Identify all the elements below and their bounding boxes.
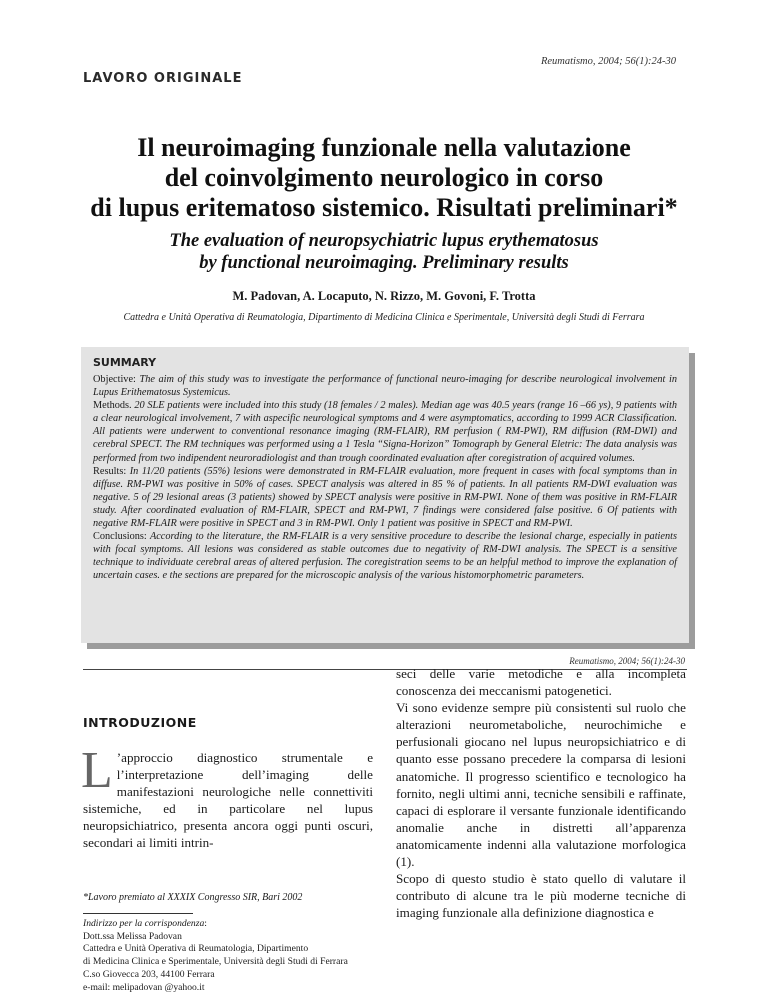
summary-objective: [93, 373, 677, 399]
drop-cap: L: [81, 742, 113, 799]
summary-section-label: Conclusions:: [93, 531, 147, 543]
correspondence-line: Dott.ssa Melissa Padovan: [83, 930, 182, 942]
authors: M. Padovan, A. Locaputo, N. Rizzo, M. Govoni, F. Trotta: [232, 289, 536, 303]
correspondence-line: C.so Giovecca 203, 44100 Ferrara: [83, 968, 215, 980]
right-column: [396, 665, 686, 921]
summary-section-label: Results:: [93, 465, 127, 477]
summary-section-text: The aim of this study was to investigate the performance of functional neuro-imaging for describe neurological involvement in Lupus Erithematosus Systemicus.: [93, 374, 677, 399]
italian-title: [60, 133, 708, 223]
body-paragraph: Vi sono evidenze sempre più consistenti sul ruolo che alterazioni neurometaboliche, neurochimiche e perfusionali giocano nel lupus neuropsichiatrico e di quanto esse possano precedere la comparsa di lesioni anatomiche. Il progresso scientifico e tecnologico ha fornito, negli ultimi anni, tecniche sensibili e raffinate, capaci di esplorare il versante funzionale identificando anomalie anche in distretti all’apparenza anatomicamente indenni alla valutazione morfologica (1).: [396, 700, 686, 870]
introduction-heading: INTRODUZIONE: [83, 715, 197, 730]
body-paragraph: seci delle varie metodiche e alla incompleta conoscenza dei meccanismi patogenetici.: [396, 666, 686, 699]
summary-section-text: According to the literature, the RM-FLAIR is a very sensitive procedure to describe the lesional charge, especially in patients with focal symptoms. All lesions was considered as stable outcomes due to negativity of RM-DWI analysis. The SPECT is a sensitive technique to individuate cerebral areas of altered perfusion. The coregistration seems to be an helpful method to improve the explanation of uncertain cases. e the sections are prepared for the microscopic analysis of the various histomorphometric parameters.: [93, 531, 678, 582]
summary-conclusions: [93, 530, 677, 582]
summary-citation: Reumatismo, 2004; 56(1):24-30: [569, 656, 685, 666]
summary-section-text: In 11/20 patients (55%) lesions were demonstrated in RM-FLAIR evaluation, more frequent in cases with focal symptoms than in diffuse. RM-PWI was positive in 50% of cases. SPECT analysis was altered in 85 % of patients. In all patients RM-DWI evaluation was negative. 5 of 29 lesional areas (3 patients) showed by SPECT analysis were positive in RM-PWI. None of them was positive in RM-FLAIR study. After coordinated evaluation of RM-FLAIR, SPECT and RM-PWI, 7 findings were considered false positive. 6 Of patients with negative RM-FLAIR were positive in SPECT and 3 in RM-PWI. Only 1 patient was positive in SPECT and RM-PWI.: [93, 465, 678, 530]
summary-section-label: Methods.: [93, 400, 132, 412]
prize-footnote: *Lavoro premiato al XXXIX Congresso SIR, Bari 2002: [83, 892, 303, 903]
correspondence-line: Cattedra e Unità Operativa di Reumatologia, Dipartimento: [83, 943, 309, 955]
correspondence-lead: Indirizzo per la corrispondenza: [83, 918, 205, 929]
english-title-line: The evaluation of neuropsychiatric lupus erythematosus: [169, 231, 599, 251]
english-title: [60, 230, 708, 274]
summary-section-label: Objective:: [93, 374, 136, 385]
summary-heading: SUMMARY: [93, 356, 157, 369]
left-column: [83, 715, 373, 852]
english-title-line: by functional neuroimaging. Preliminary results: [199, 253, 569, 273]
correspondence-line: di Medicina Clinica e Sperimentale, Università degli Studi di Ferrara: [83, 956, 348, 968]
italian-title-line: Il neuroimaging funzionale nella valutazione: [137, 133, 631, 162]
summary-methods: [93, 399, 677, 464]
correspondence-block: Indirizzo per la corrispondenza: Dott.ssa Melissa Padovan Cattedra e Unità Operativa di Reumatologia, Dipartimento di Medicina Clinica e Sperimentale, Università degli Studi di Ferrara C.so Giovecca 203, 44100 Ferrara e-mail: melipadovan @yahoo.it: [83, 918, 383, 994]
journal-citation-header: Reumatismo, 2004; 56(1):24-30: [540, 56, 676, 67]
footnote-rule: [83, 913, 193, 914]
italian-title-line: del coinvolgimento neurologico in corso: [164, 163, 604, 192]
affiliation: Cattedra e Unità Operativa di Reumatologia, Dipartimento di Medicina Clinica e Sperimentale, Università degli Studi di Ferrara: [123, 312, 645, 323]
italian-title-line: di lupus eritematoso sistemico. Risultati preliminari*: [90, 193, 678, 222]
summary-box: [81, 347, 689, 643]
correspondence-email[interactable]: e-mail: melipadovan @yahoo.it: [83, 981, 205, 993]
summary-results: [93, 465, 677, 530]
section-label: LAVORO ORIGINALE: [83, 71, 243, 86]
title-block: [60, 133, 708, 323]
summary-section-text: 20 SLE patients were included into this study (18 females / 2 males). Median age was 40.5 years (range 16 –66 ys), 9 patients with a clear neurological involvement, 7 with aspecific neurological symptoms and 4 were asymptomatics, according to 1999 ACR Classification. All patients were underwent to conventional resonance imaging (RM-FLAIR), RM perfusion ( RM-PWI), RM diffusion (RM-DWI) and cerebral SPECT. The RM techniques was performed using a 1 Tesla “Signa-Horizon” Tomograph by General Eletric: The data analysis was performed from two indipendent neuroradiologist and than trough coordinated evaluation after coregistration of acquired volumes.: [93, 400, 678, 464]
introduction-left-paragraph: ’approccio diagnostico strumentale e l’interpretazione dell’imaging delle manifestazioni neurologiche nelle connettiviti sistemiche, ed in particolare nel lupus neuropsichiatrico, presenta ancora oggi punti oscuri, secondari ai limiti intrin-: [83, 750, 373, 851]
body-paragraph: Scopo di questo studio è stato quello di valutare il contributo di alcune tra le più moderne tecniche di imaging funzionale alla definizione diagnostica e: [396, 871, 686, 921]
introduction-text-left: [81, 742, 373, 852]
introduction-text-right: [396, 665, 686, 921]
